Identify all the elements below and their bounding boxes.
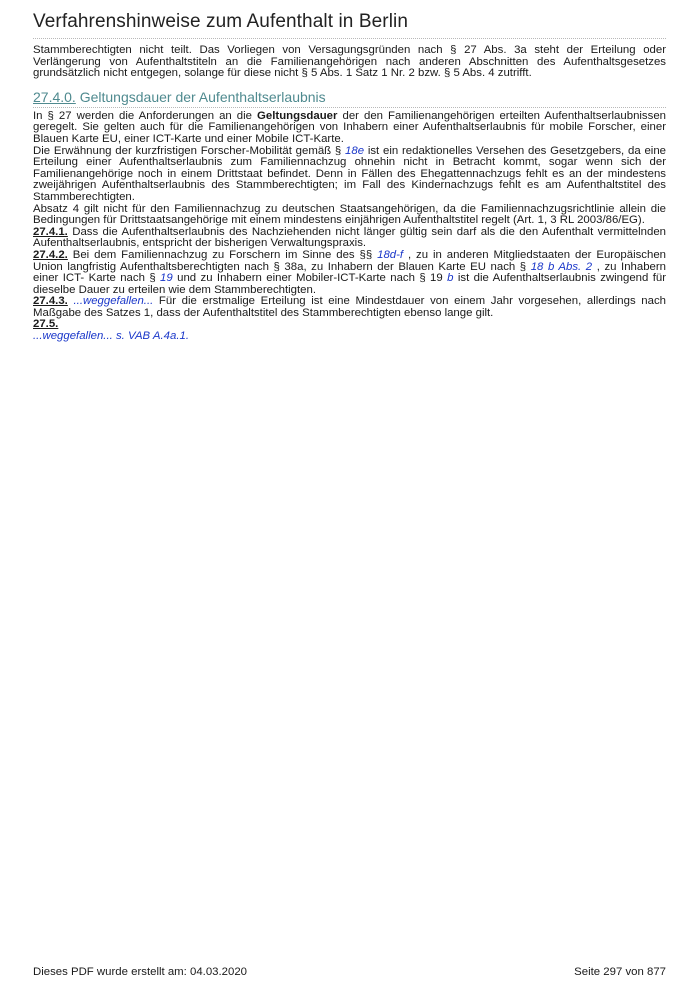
text: , zu Inhabern einer ICT- Karte nach § [33,260,667,285]
text: Die Erwähnung der kurzfristigen Forscher-Mobilität gemäß § [33,144,346,157]
link-vab-a4a1[interactable]: A.4a.1. [152,330,189,343]
text: und zu Inhabern einer Mobiler-ICT-Karte nach § 19 [172,272,448,285]
text: ist ein redaktionelles Versehen des Gesetzgebers, da eine Erteilung einer Aufenthaltserlaubnis zum Familiennachzug ohnehin nicht in Betracht kommt, sogar wenn sich der Familienangehörige noch in einem Drittstaat befindet. Denn in Fällen des Ehegattennachzugs fehlt es an der mindestens zweijährigen Aufenthaltserlaubnis des Stammberechtigten; im Fall des Kindernachzugs fehlt es am Aufenthaltstitel des Stammberechtigten. [33,144,666,203]
paragraph-27-4-2 [33,250,666,296]
document-page [33,0,666,343]
paragraph-number: 27.4.3. [33,295,68,308]
text: Für die erstmalige Erteilung ist eine Mindestdauer von einem Jahr vorgesehen, allerdings nach Maßgabe des Satzes 1, dass der Aufenthaltstitel des Stammberechtigten ebenso lange gilt. [33,295,666,319]
text: Dass die Aufenthaltserlaubnis des Nachziehenden nicht länger gültig sein darf als die den Aufenthalt vermittelnden Aufenthaltserlaubnis, entspricht der bisherigen Verwaltungspraxis. [33,225,666,250]
section-title: Geltungsdauer der Aufenthaltserlaubnis [79,88,326,105]
paragraph-forscher-mobilitaet [33,146,666,204]
link-18d-f[interactable]: 18d-f [377,248,404,261]
section-heading [33,89,666,108]
text: der den Familienangehörigen erteilten Aufenthaltserlaubnissen geregelt. Sie gelten auch für die Familienangehörigen von Inhabern einer Aufenthaltserlaubnis für mobile Forscher, einer Blauen Karte EU, einer ICT-Karte und einer Mobile ICT-Karte. [33,109,666,145]
text: ist die Aufenthaltserlaubnis zwingend für dieselbe Dauer zu erteilen wie dem Stammberechtigten. [33,272,667,296]
footer-page-number: Seite 297 von 877 [574,966,666,978]
text: In § 27 werden die Anforderungen an die [33,109,258,122]
link-19b[interactable]: b [447,272,454,285]
bold-term: Geltungsdauer [257,109,338,122]
paragraph-geltungsdauer [33,111,666,146]
paragraph-27-4-3 [33,296,666,319]
link-18e[interactable]: 18e [345,144,365,157]
paragraph-number: 27.4.1. [33,225,68,238]
page-title: Verfahrenshinweise zum Aufenthalt in Berlin [33,11,666,39]
intro-paragraph: Stammberechtigten nicht teilt. Das Vorliegen von Versagungsgründen nach § 27 Abs. 3a steht der Erteilung oder Verlängerung von Aufenthaltstiteln an die Familienangehörigen nach anderen Abschnitten des Aufenthaltsgesetzes grundsätzlich nicht entgegen, solange für diese nicht § 5 Abs. 1 Satz 1 Nr. 2 bzw. § 5 Abs. 4 zutrifft. [33,44,666,80]
text: Bei dem Familiennachzug zu Forschern im Sinne des §§ [67,248,378,261]
section-number-link[interactable]: 27.4.0. [33,88,76,105]
link-weggefallen-vab[interactable]: ...weggefallen... s. VAB [33,330,153,343]
paragraph-27-5-content [33,331,666,343]
paragraph-27-4-1 [33,227,666,250]
paragraph-number: 27.4.2. [33,248,68,261]
text: , zu in anderen Mitgliedstaaten der Europäischen Union langfristig Aufenthaltsberechtigten nach § 38a, zu Inhabern der Blauen Karte EU nach § [33,248,667,273]
page-footer [33,966,666,978]
paragraph-absatz-4: Absatz 4 gilt nicht für den Familiennachzug zu deutschen Staatsangehörigen, da die Familiennachzugsrichtlinie allein die Bedingungen für Drittstaatsangehörige mit einem mindestens einjährigen Aufenthaltstitel regelt (Art. 1, 3 RL 2003/86/EG). [33,202,666,227]
footer-created-date: Dieses PDF wurde erstellt am: 04.03.2020 [33,966,247,978]
link-18b-abs2[interactable]: 18 b Abs. 2 [530,260,593,273]
paragraph-number: 27.5. [33,318,59,331]
link-19[interactable]: 19 [160,272,173,285]
link-weggefallen[interactable]: ...weggefallen... [73,295,154,308]
